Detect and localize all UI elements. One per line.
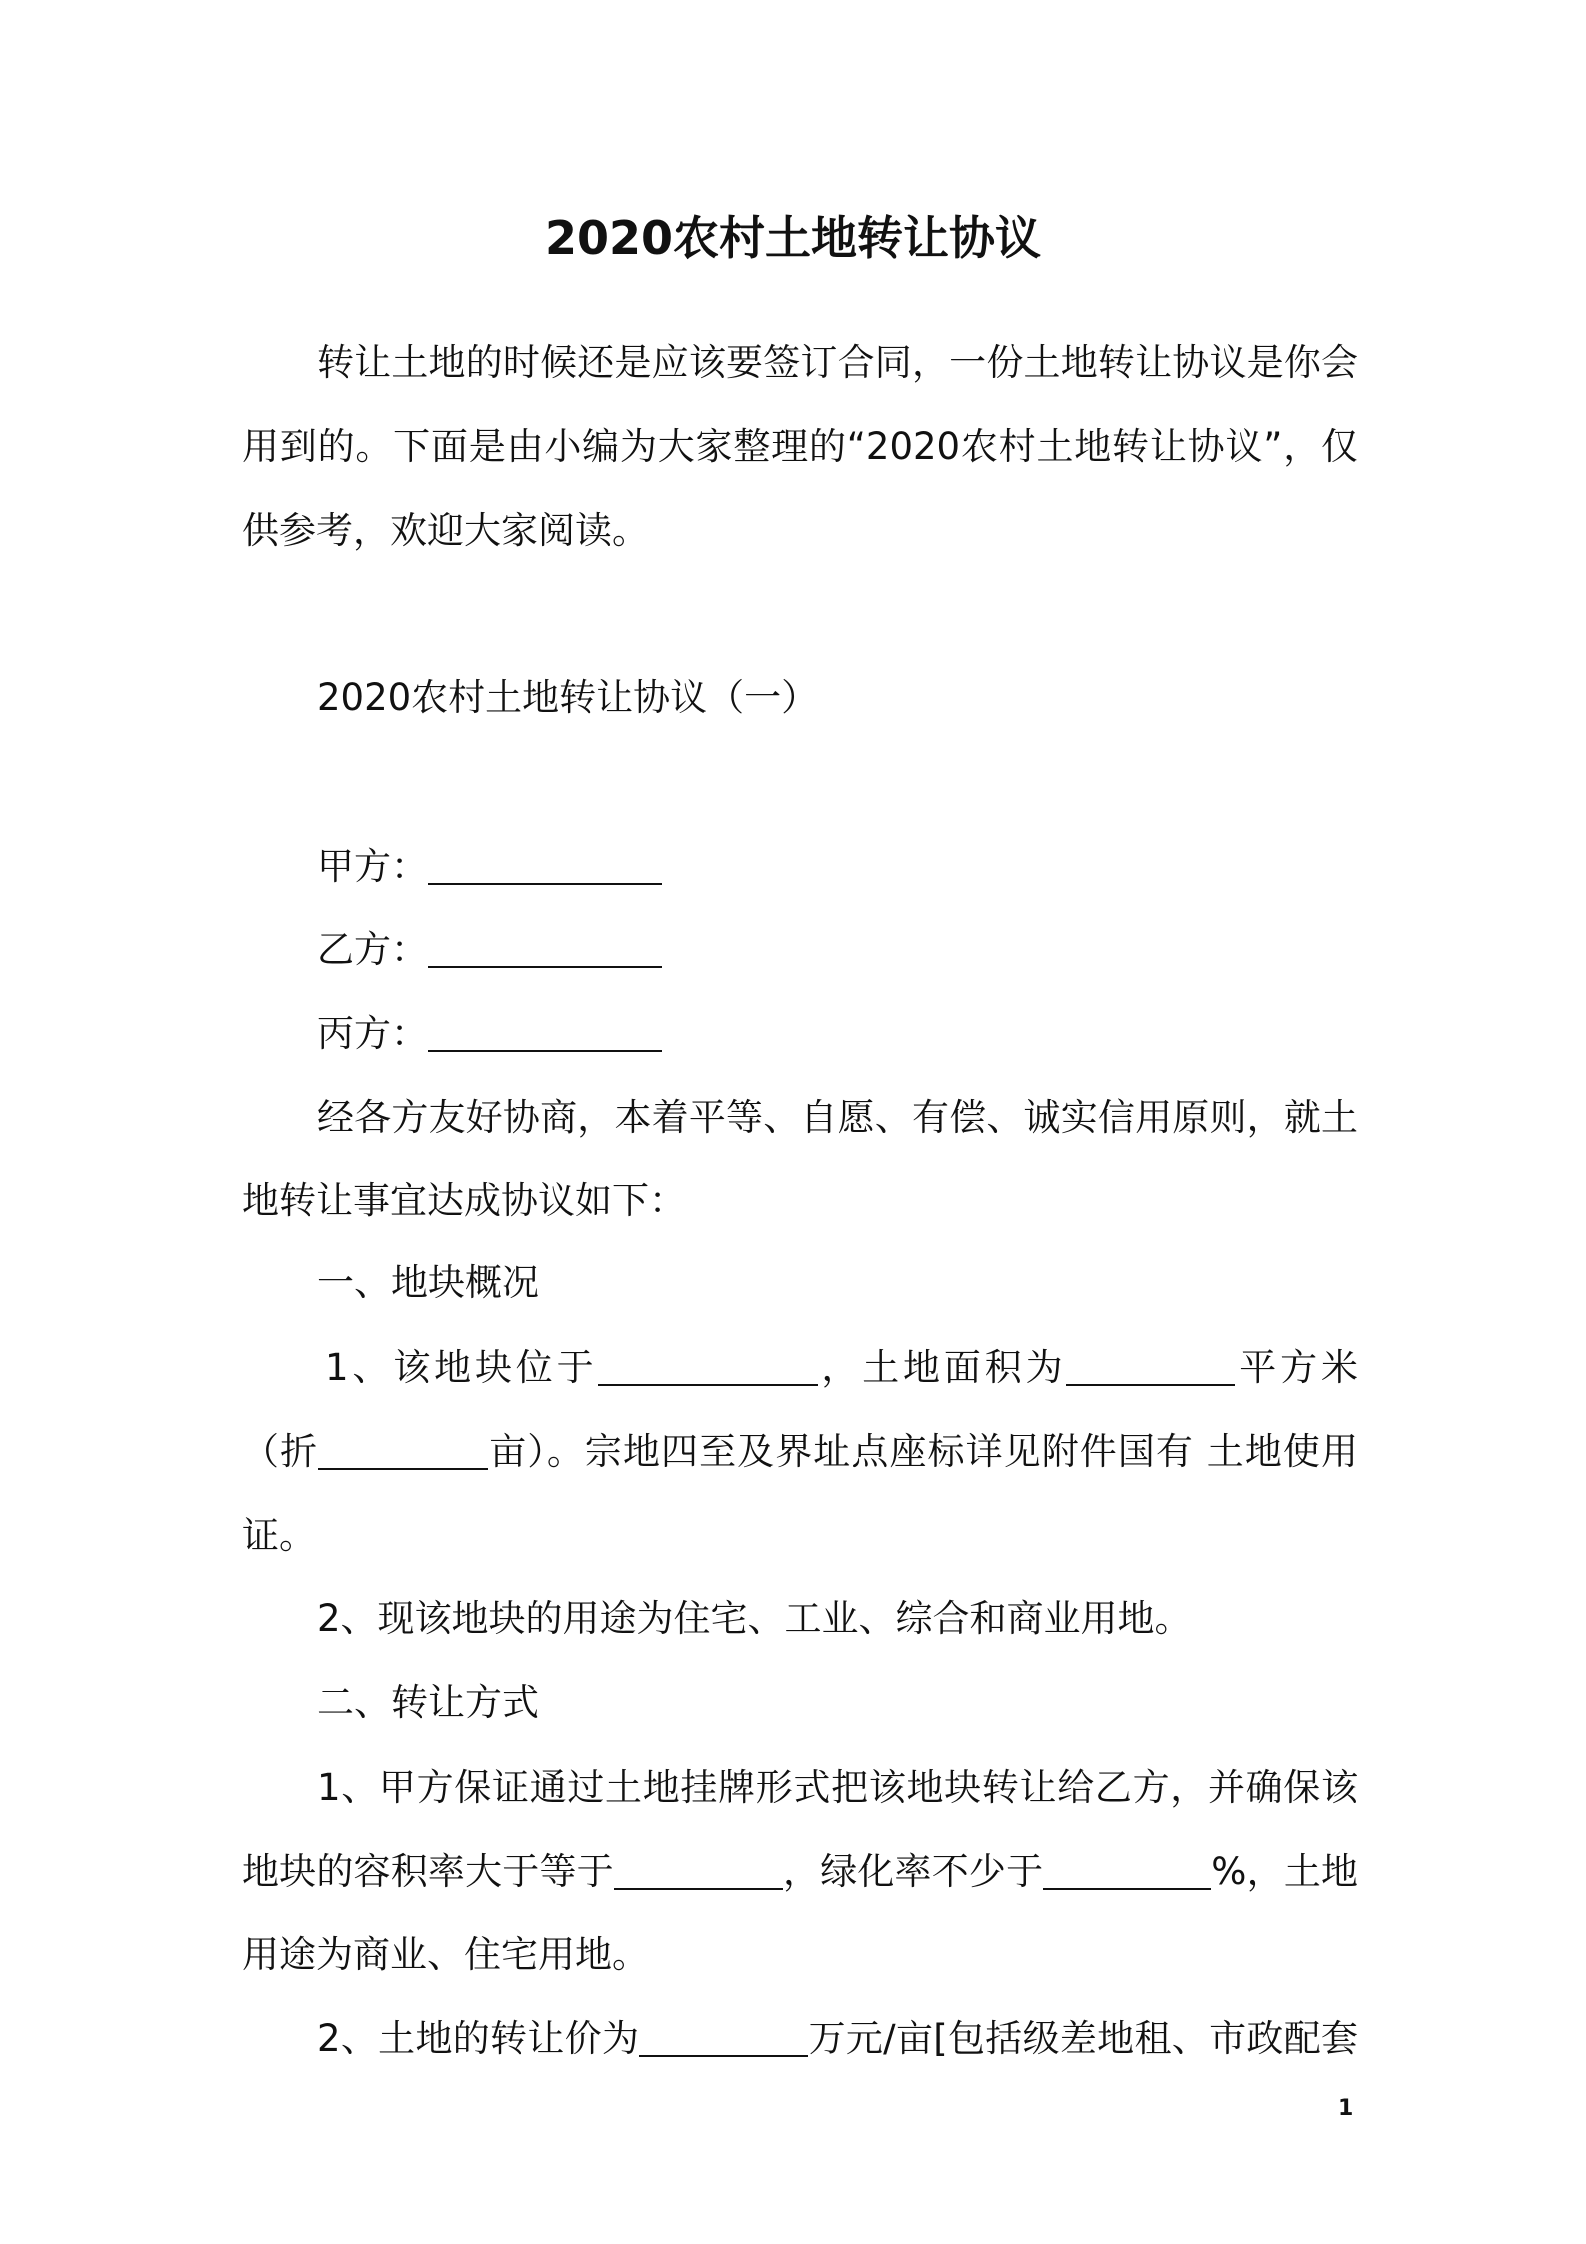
clause-text: 平方米 xyxy=(1235,1346,1359,1389)
area-blank xyxy=(1066,1346,1235,1386)
party-b-blank xyxy=(428,928,662,968)
intro-line: 供参考，欢迎大家阅读。 xyxy=(242,509,649,552)
clause-text: %，土地 xyxy=(1211,1850,1359,1893)
green-rate-blank xyxy=(1043,1850,1211,1890)
clause-text: （折 xyxy=(242,1430,319,1473)
clause-text: 亩）。宗地四至及界址点座标详见附件国有 土地使用 xyxy=(488,1430,1359,1473)
clause-line xyxy=(325,1343,1358,1393)
clause-line: 证。 xyxy=(242,1514,316,1557)
document-title: 2020农村土地转让协议 xyxy=(544,211,1042,265)
party-b-field xyxy=(317,925,1358,975)
location-blank xyxy=(598,1346,818,1386)
party-a-field xyxy=(317,842,1358,892)
party-c-label: 丙方： xyxy=(317,1012,428,1055)
preamble-line: 经各方友好协商，本着平等、自愿、有偿、诚实信用原则，就土 xyxy=(317,1096,1358,1139)
clause-line: 用途为商业、住宅用地。 xyxy=(242,1933,649,1976)
preamble-line: 地转让事宜达成协议如下： xyxy=(242,1179,686,1222)
mu-blank xyxy=(318,1430,488,1470)
clause-line xyxy=(242,1847,1358,1897)
party-a-label: 甲方： xyxy=(317,845,428,888)
clause-text: 2、土地的转让价为 xyxy=(317,2017,640,2060)
section-heading: 二、转让方式 xyxy=(317,1681,539,1724)
clause-text: ，土地面积为 xyxy=(817,1346,1067,1389)
clause-line: 1、甲方保证通过土地挂牌形式把该地块转让给乙方，并确保该 xyxy=(317,1766,1358,1809)
section-heading: 一、地块概况 xyxy=(317,1261,539,1304)
clause-line xyxy=(317,2014,1358,2064)
clause-text: 万元/亩[包括级差地租、市政配套 xyxy=(808,2017,1358,2060)
clause-line xyxy=(242,1427,1358,1477)
clause-text: 地块的容积率大于等于 xyxy=(242,1850,614,1893)
clause-text: 1、该地块位于 xyxy=(325,1346,598,1389)
party-c-field xyxy=(317,1009,1358,1059)
intro-line: 用到的。下面是由小编为大家整理的“2020农村土地转让协议”，仅 xyxy=(242,425,1358,468)
clause-line: 2、现该地块的用途为住宅、工业、综合和商业用地。 xyxy=(317,1597,1192,1640)
agreement-subtitle: 2020农村土地转让协议（一） xyxy=(317,676,819,719)
price-blank xyxy=(639,2017,808,2057)
page-number: 1 xyxy=(1338,2096,1354,2121)
party-c-blank xyxy=(428,1012,662,1052)
party-b-label: 乙方： xyxy=(317,928,428,971)
intro-line: 转让土地的时候还是应该要签订合同，一份土地转让协议是你会 xyxy=(317,341,1358,384)
clause-text: ，绿化率不少于 xyxy=(782,1850,1044,1893)
party-a-blank xyxy=(428,845,662,885)
plot-ratio-blank xyxy=(614,1850,783,1890)
